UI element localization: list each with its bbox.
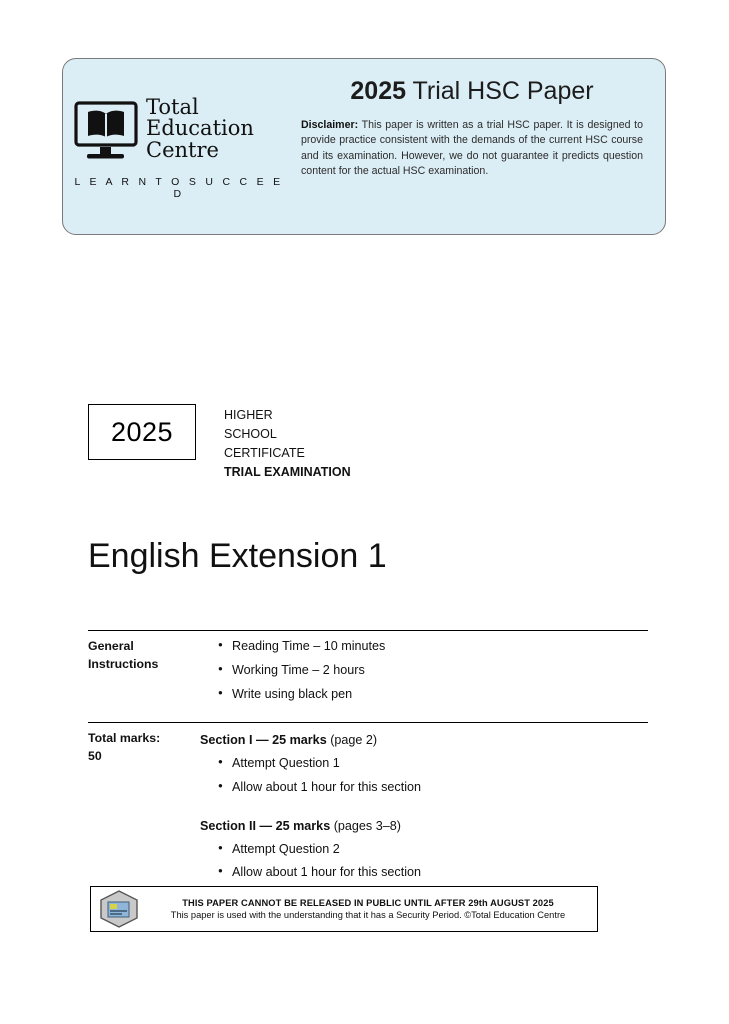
general-instructions-label: [88, 637, 200, 709]
disclaimer-text: This paper is written as a trial HSC paper. It is designed to provide practice consistent with the demands of the current HSC course and its examination. However, we do not guarantee it predicts question content for the actual HSC examination.: [301, 119, 643, 178]
security-notice-box: [90, 886, 598, 932]
total-marks-section: [88, 722, 648, 887]
exam-level-line-1: HIGHER: [224, 408, 273, 422]
page-title: English Extension 1: [88, 537, 387, 575]
exam-identity-block: [88, 404, 351, 482]
exam-level-line-3: CERTIFICATE: [224, 446, 305, 460]
exam-year-box: [88, 404, 196, 460]
general-instructions-label-line-1: General: [88, 639, 134, 653]
logo-line-1: Total: [146, 95, 199, 119]
sections-body: [200, 729, 648, 887]
book-monitor-logo-icon: [74, 97, 142, 168]
logo-line-2: Education: [146, 116, 254, 141]
banner-title-year: 2025: [350, 77, 407, 105]
exam-level-line-2: SCHOOL: [224, 427, 277, 441]
general-instructions-label-line-2: Instructions: [88, 657, 159, 672]
general-instructions-body: [200, 637, 648, 709]
section-2-heading-pages: (pages 3–8): [333, 818, 401, 833]
total-marks-label-line-1: Total marks:: [88, 731, 161, 745]
list-item: ● Write using black pen: [218, 685, 648, 704]
banner-text-area: [295, 59, 665, 234]
list-item: ● Attempt Question 2: [218, 840, 648, 859]
section-2-list: [200, 840, 648, 883]
section-1-heading-pages: (page 2): [330, 733, 378, 747]
exam-level-lines: [224, 406, 351, 482]
general-instructions-list: [200, 637, 648, 704]
list-item: ● Working Time – 2 hours: [218, 661, 648, 680]
security-notice-line-2: This paper is used with the understanding that it has a Security Period. ©Total Education Centre: [170, 910, 566, 920]
section-1-heading-bold: Section I — 25 marks: [200, 733, 331, 747]
header-banner: [62, 58, 666, 235]
section-2-heading: [200, 817, 648, 836]
list-item: ● Attempt Question 1: [218, 754, 648, 773]
logo-area: [63, 59, 295, 234]
list-item: ● Reading Time – 10 minutes: [218, 637, 648, 656]
security-notice-line-1: THIS PAPER CANNOT BE RELEASED IN PUBLIC UNTIL AFTER 29th AUGUST 2025: [182, 898, 554, 908]
exam-level-line-4: TRIAL EXAMINATION: [224, 465, 351, 479]
disclaimer-label: Disclaimer:: [301, 119, 359, 131]
section-1-heading: [200, 731, 648, 750]
total-education-centre-logo: [74, 97, 284, 200]
security-seal-icon: [91, 889, 147, 929]
security-notice-text: [147, 898, 597, 920]
section-1-list: [200, 754, 648, 797]
list-item: ● Allow about 1 hour for this section: [218, 863, 648, 882]
general-instructions-section: [88, 630, 648, 709]
logo-line-3: Centre: [146, 137, 219, 162]
total-marks-value: 50: [88, 749, 102, 764]
disclaimer-paragraph: [301, 118, 643, 179]
banner-title: [301, 77, 643, 106]
banner-title-rest: Trial HSC Paper: [406, 77, 594, 105]
section-spacer: [200, 802, 648, 815]
logo-tagline: L E A R N T O S U C C E E D: [74, 176, 284, 200]
total-marks-label: [88, 729, 200, 887]
exam-year: 2025: [110, 416, 174, 447]
section-2-heading-bold: Section II — 25 marks: [200, 818, 334, 833]
list-item: ● Allow about 1 hour for this section: [218, 778, 648, 797]
